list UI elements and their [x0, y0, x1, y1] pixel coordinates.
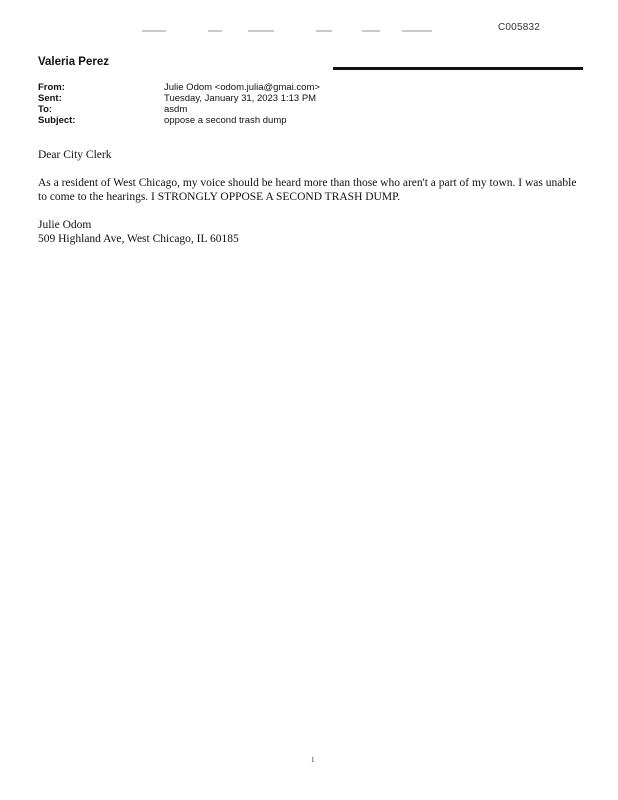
- signature-address: 509 Highland Ave, West Chicago, IL 60185: [38, 233, 239, 245]
- header-to: [38, 104, 320, 115]
- header-divider: [333, 67, 583, 70]
- header-value: oppose a second trash dump: [164, 115, 287, 126]
- header-label: To:: [38, 104, 53, 115]
- header-subject: [38, 115, 320, 126]
- header-label: From:: [38, 82, 65, 93]
- bates-mark: [208, 30, 222, 32]
- header-label: Subject:: [38, 115, 76, 126]
- bates-mark: [402, 30, 432, 32]
- header-from: [38, 82, 320, 93]
- header-value: Julie Odom <odom.julia@gmai.com>: [164, 82, 320, 93]
- bates-mark: [142, 30, 166, 32]
- header-value: asdm: [164, 104, 188, 115]
- message-paragraph: As a resident of West Chicago, my voice should be heard more than those who aren't a part of my town. I was unable to come to the hearings. I STRONGLY OPPOSE A SECOND TRASH DUMP.: [38, 177, 577, 203]
- greeting: Dear City Clerk: [38, 149, 112, 161]
- signature-block: [38, 218, 586, 246]
- header-label: Sent:: [38, 93, 62, 104]
- bates-mark: [248, 30, 274, 32]
- document-id: C005832: [498, 22, 540, 33]
- page-number: 1: [311, 756, 315, 764]
- mailbox-owner-name: Valeria Perez: [38, 56, 109, 68]
- email-body: [38, 148, 586, 246]
- email-headers: [38, 82, 320, 126]
- signature-name: Julie Odom: [38, 219, 92, 231]
- bates-mark: [316, 30, 332, 32]
- header-value: Tuesday, January 31, 2023 1:13 PM: [164, 93, 317, 104]
- bates-stamp-row: [142, 30, 442, 36]
- header-sent: [38, 93, 320, 104]
- bates-mark: [362, 30, 380, 32]
